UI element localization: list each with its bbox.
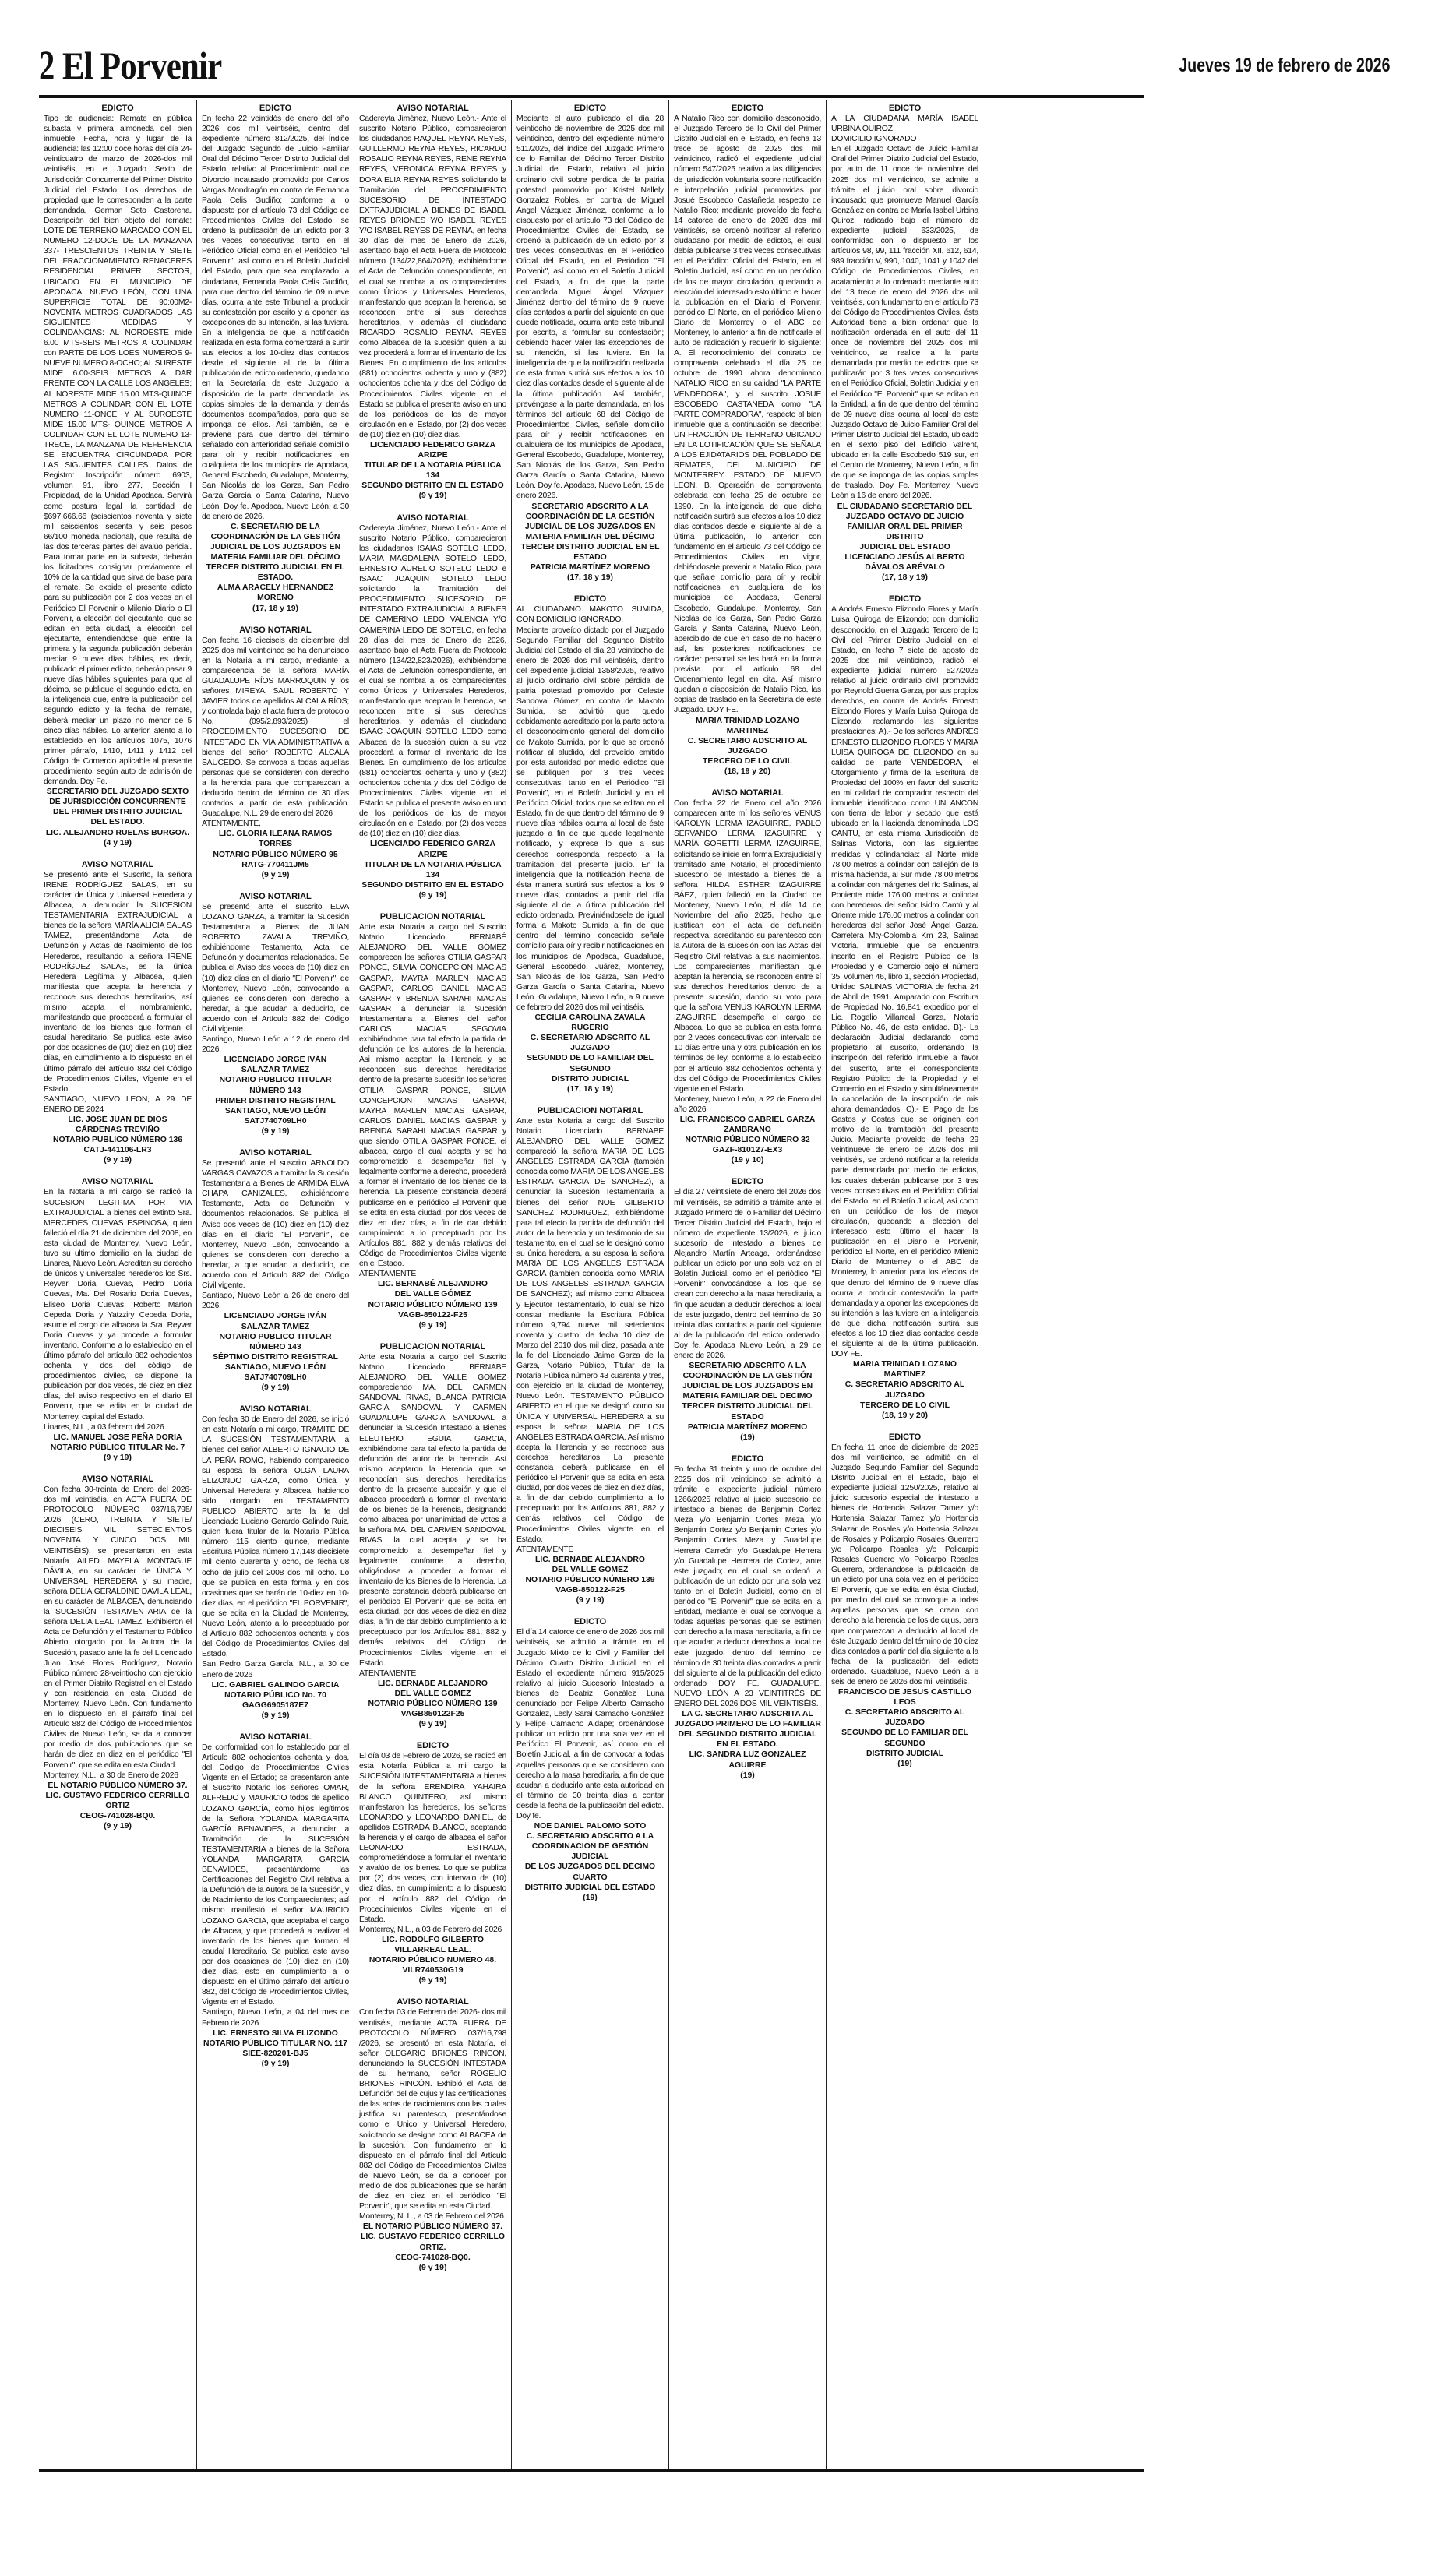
notice-signature-line: JUZGADO PRIMERO DE LO FAMILIAR bbox=[674, 1720, 821, 1729]
notice-body bbox=[359, 1751, 506, 1935]
notice-paragraph: Con fecha 30 de Enero del 2026, se inició en esta Notaría a mi cargo, TRÁMITE DE LA SUCESIÓN TESTAMENTARIA a bienes del señor ALBERTO IGNACIO DE LA PEÑA ROMO, habiendo comparecido su esposa la señora OLGA LAURA ELIZONDO GARZA, como Única y Universal Heredera y Albacea, habiendo sido otorgado en TESTAMENTO PUBLICO ABIERTO ante la fe del Licenciado Luciano Gerardo Galindo Ruiz, quien fuera titular de la Notaría Pública número 115 ciento quince, mediante Escritura Pública número 17,148 diecisiete mil ciento cuarenta y ocho, de fecha 08 ocho de julio del 2008 dos mil ocho. Lo que se publica en esta forma y en dos ocasiones que se harán de 10-diez en 10-diez días, en el periódico "EL PORVENIR", que se edita en la Ciudad de Monterrey, Nuevo León, atento a lo preceptuado por el Artículo 882 ochocientos ochenta y dos del Código de Procedimientos Civiles del Estado. bbox=[202, 1415, 349, 1659]
notice-body bbox=[202, 1743, 349, 2028]
notice-body bbox=[516, 1116, 664, 1555]
notice-signature-line: NOTARIO PUBLICO TITULAR bbox=[219, 1332, 332, 1341]
notice-body bbox=[359, 1352, 506, 1679]
notice-paragraph: Ante esta Notaria a cargo del Suscrito Notario Licenciado BERNABÉ ALEJANDRO DEL VALLE GÓMEZ comparecen los señores OTILIA GASPAR PONCE, SILVIA CONCEPCION MACIAS GASPAR, MAYRA MARLEN MACIAS GASPAR, CARLOS DANIEL MACIAS GASPAR Y BRENDA SARAHI MACIAS GASPAR a denunciar la Sucesión Intestamentaria a Bienes del señor CARLOS MACIAS SEGOVIA exhibiéndome para tal efecto la partida de defunción de los autores de la herencia. Asi mismo aceptan la Herencia y se reconocen sus derechos hereditarios dentro de la presente sucesión los señores OTILIA GASPAR PONCE, SILVIA CONCEPCION MACIAS GASPAR, MAYRA MARLEN MACIAS GASPAR, CARLOS DANIEL MACIAS GASPAR y BRENDA SARAHI MACIAS GASPAR y que siendo OTILIA GASPAR PONCE, el albacea, cargo el cual acepta y se ha comprometido a desempeñar fiel y legalmente conforme a derecho, procederá a formar el inventario de los bienes de la herencia. La presente constancia deberá publicarse en el periódico El Porvenir que se edita en esta ciudad, por dos veces de diez en diez días, a fin de dar debido cumplimiento a lo preceptuado por los Artículos 881, 882 y demás relativos del Código de Procedimientos Civiles vigente en el Estado. bbox=[359, 923, 506, 1269]
notice-signature-line: C. SECRETARIO ADSCRITO A LA bbox=[526, 1832, 654, 1841]
masthead bbox=[39, 42, 1449, 92]
notice-body bbox=[202, 114, 349, 522]
notice-signature-line: TERCERO DE LO CIVIL bbox=[860, 1401, 950, 1410]
notice-paragraph: Cadereyta Jiménez, Nuevo León.- Ante el suscrito Notario Público, comparecieron los ciudadanos RAQUEL REYNA REYES, GUILLERMO REYNA REYES, RICARDO ROSALIO REYNA REYES, RENE REYNA REYES, VERONICA REYNA REYES y DORA ELIA REYNA REYES solicitando la Tramitación del PROCEDIMIENTO SUCESORIO DE INTESTADO EXTRAJUDICIAL A BIENES DE ISABEL REYES BRIONES Y/O ISABEL REYES Y/O ISABEL REYES DE REYNA, en fecha 30 días del mes de Enero de 2026, asentado bajo el Acta Fuera de Protocolo número (134/22,864/2026), exhibiéndome el Acta de Defunción correspondiente, en el cual se nombra a los comparecientes como Únicos y Universales Herederos, manifestando que aceptan la herencia, se reconocen entre si sus derechos hereditarios, y además el ciudadano RICARDO ROSALIO REYNA REYES como Albacea de la sucesión quien a su vez procederá a formar el inventario de los Bienes. En cumplimiento de los artículos (881) ochocientos ochenta y uno y (882) ochocientos ochenta y dos del Código de Procedimientos Civiles vigente en el Estado se publica el presente aviso en uno de los periódicos de los de mayor circulación en el Estado, por (2) dos veces de (10) diez en (10) diez días. bbox=[359, 115, 506, 439]
notice-body bbox=[831, 114, 978, 502]
notices-columns bbox=[39, 100, 1144, 2469]
notice-paragraph: Se presentó ante el Suscrito, la señora IRENE RODRÍGUEZ SALAS, en su carácter de Única y Universal Heredera y Albacea, a denunciar la SUCESION TESTAMENTARIA EXTRAJUDICIAL a bienes de la señora MARÍA ALICIA SALAS TAMEZ, presentándome Acta de Defunción y Actas de Nacimiento de los Herederos, resultando la señora IRENE RODRÍGUEZ SALAS, es la única Heredera Legítima y Albacea, quien manifiesta que acepta la herencia y reconoce sus derechos hereditarios, así mismo acepta el nombramiento, manifestando que procederá a formular el inventario de los bienes que forman el caudal hereditario. Se publica este aviso por dos ocasiones de (10) diez en (10) diez días, en cumplimiento a lo dispuesto en el último párrafo del artículo 882 del Código de Procedimientos Civiles, Vigente en el Estado. bbox=[44, 870, 192, 1094]
publication-dates: (9 y 19) bbox=[418, 1320, 447, 1330]
legal-notice bbox=[831, 1432, 978, 1769]
notice-body bbox=[44, 870, 192, 1115]
top-rule bbox=[39, 95, 1144, 98]
notice-signature-line: MARIA TRINIDAD LOZANO MARTINEZ bbox=[696, 716, 799, 735]
notice-signature-line: FAMILIAR ORAL DEL PRIMER DISTRITO bbox=[847, 522, 963, 541]
notice-signature-line: SATJ740709LH0 bbox=[244, 1373, 307, 1382]
notice-body bbox=[674, 1187, 821, 1361]
notice-paragraph: Santiago, Nuevo León a 26 de enero del 2026. bbox=[202, 1292, 349, 1311]
notice-body bbox=[516, 114, 664, 502]
notice-paragraph: Ante esta Notaria a cargo del Suscrito Notario Licenciado BERNABE ALEJANDRO DEL VALLE GOMEZ compareció la señora MARIA DE LOS ANGELES ESTRADA GARCIA (también conocida como MARIA DE LOS ANGELES ESTRADA GARCIA DE SANCHEZ), a denunciar la Sucesión Testamentaria a bienes del señor NOE GILBERTO SANCHEZ RODRIGUEZ, exhibiéndome para tal efecto la partida de defunción del autor de la herencia y un testimonio de su testamento, en el cual se le designó como su única heredera, a su esposa la señora MARIA DE LOS ANGELES ESTRADA GARCIA (también conocida como MARIA DE LOS ANGELES ESTRADA GARCIA DE SANCHEZ); así mismo como Albacea y Ejecutor Testamentario, lo cual se hizo constar mediante la Escritura Pública número 9,794 nueve mil setecientos noventa y cuatro, de fecha 10 diez de Marzo del 2010 dos mil diez, pasada ante la fe del Licenciado Jaime Garza de la Garza, Notario Público, Titular de la Notaria Pública número 43 cuarenta y tres, con ejercicio en la ciudad de Monterrey, Nuevo León. TESTAMENTO PÚBLICO ABIERTO en el que se designó como su ÚNICA Y UNIVERSAL HEREDERA a su esposa la señora MARIA DE LOS ANGELES ESTRADA GARCIA. Así mismo acepta la Herencia y se reconoce sus derechos hereditarios. La presente constancia deberá publicarse en el periódico El Porvenir que se edita en esta ciudad, por dos veces de diez en diez días, a fin de dar debido cumplimiento a lo preceptuado por los Artículos 881, 882 y demás relativos del Código de Procedimientos Civiles vigente en el Estado. bbox=[516, 1116, 665, 1544]
column-2 bbox=[196, 100, 354, 2469]
notice-paragraph: El día 03 de Febrero de 2026, se radicó en esta Notaría Pública a mi cargo la SUCESIÓN INTESTAMENTARIA a bienes de la señora ERENDIRA YAHAIRA BLANCO QUINTERO, así mismo manifestaron los herederos, los señores LEONARDO y LEONARDO DANIEL, de apellidos ESTRADA BLANCO, aceptando la herencia y el cargo de albacea el señor LEONARDO ESTRADA, comprometiéndose a formular el inventario y avalúo de los bienes. Lo que se publica por (2) dos veces, con intervalo de (10) diez días, en cumplimiento a lo dispuesto por el artículo 882 del Código de Procedimientos Civiles vigente en el Estado. bbox=[359, 1752, 506, 1924]
notice-signature-line: LIC. BERNABE ALEJANDRO bbox=[534, 1555, 646, 1564]
notice-title: AVISO NOTARIAL bbox=[81, 1177, 154, 1187]
notice-title: PUBLICACION NOTARIAL bbox=[379, 1341, 486, 1351]
notice-signature-line: LIC. BERNABÉ ALEJANDRO bbox=[377, 1280, 488, 1289]
notice-signature-line: SEGUNDO DE LO FAMILIAR DEL SEGUNDO bbox=[841, 1728, 968, 1748]
legal-notice bbox=[674, 1176, 821, 1442]
notice-signature-line: NOE DANIEL PALOMO SOTO bbox=[534, 1822, 647, 1831]
notice-signature-line: LICENCIADO JESÚS ALBERTO DÁVALOS ARÉVALO bbox=[844, 553, 965, 573]
notice-paragraph: En la Notaría a mi cargo se radicó la SUCESION LEGITIMA POR VIA EXTRAJUDICIAL a bienes del extinto Sra. MERCEDES CUEVAS ESPINOSA, quien falleció el día 21 de diciembre del 2008, en esta ciudad de Monterrey, Nuevo León, tuvo su ultimo domicilio en la ciudad de Linares, Nuevo León. Acreditan su derecho de únicos y universales herederos los Srs. Reyver Doria Cuevas, Pedro Doria Cuevas, Ma. Del Rosario Doria Cuevas, Eliseo Doria Cuevas, Roberto Marlon Cepeda Doria y Yatzziry Cepeda Doria, asume el cargo de albacea la Sra. Reyver Doria Cuevas y ya procede a formular inventario. Conforme a lo establecido en el último párrafo del artículo 882 ochocientos ochenta y dos del código de procedimientos civiles, se dispone la publicación por dos veces, de diez en diez días, del aviso respectivo en el diario El Porvenir, que se edita en la ciudad de Monterrey, capital del Estado. bbox=[44, 1188, 192, 1422]
publication-dates: (17, 18 y 19) bbox=[567, 1084, 613, 1094]
publication-dates: (9 y 19) bbox=[576, 1596, 605, 1605]
column-3 bbox=[354, 100, 511, 2469]
bottom-rule bbox=[39, 2469, 1144, 2472]
notice-signature-line: LIC. GUSTAVO FEDERICO CERRILLO ORTIZ bbox=[45, 1791, 190, 1810]
publication-dates: (9 y 19) bbox=[418, 1720, 447, 1729]
legal-notice bbox=[202, 1404, 349, 1721]
notice-signature-line: LICENCIADO JORGE IVÁN bbox=[224, 1312, 327, 1321]
notice-signature-line: LIC. FRANCISCO GABRIEL GARZA bbox=[679, 1115, 816, 1124]
legal-notice bbox=[516, 594, 664, 1094]
publication-dates: (17, 18 y 19) bbox=[252, 604, 298, 613]
notice-signature-line: SECRETARIO DEL JUZGADO SEXTO bbox=[46, 788, 189, 797]
notice-body bbox=[202, 902, 349, 1055]
notice-paragraph: Con fecha 30-treinta de Enero del 2026-dos mil veintiséis, en ACTA FUERA DE PROTOCOLO NÚMERO 037/16,795/ 2026 (CERO, TREINTA Y SIETE/ DIECISEIS MIL SETECIENTOS NOVENTA Y CINCO DOS MIL VEINTISÉIS), se presentaron en esta Notaría AILED MAYELA MONTAGUE DÁVILA, en su carácter de ÚNICA Y UNIVERSAL HEREDERA y su madre, señora DELIA GERALDINE DAVILA LEAL, en su carácter de ALBACEA, denunciando la SUCESIÓN TESTAMENTARIA de la señora DELIA LEAL TAMEZ. Exhibieron el Acta de Defunción y el Testamento Público Abierto otorgado por la Autora de la Sucesión, pasado ante la fe del Licenciado Juan José Flores Rodríguez, Notario Público número 28-veintiocho con ejercicio en el Primer Distrito Registral en el Estado y con residencia en esta Ciudad de Monterrey, Nuevo León. Con fundamento en lo dispuesto en el párrafo final del Artículo 882 del Código de Procedimientos Civiles de Nuevo León, se da a conocer por medio de dos publicaciones que se harán de diez en diez en el periódico "El Porvenir", que se edita en esta Ciudad. bbox=[44, 1485, 192, 1770]
notice-signature-line: SALAZAR TAMEZ bbox=[241, 1322, 310, 1331]
notice-paragraph: Linares, N.L., a 03 febrero del 2026. bbox=[44, 1422, 167, 1432]
legal-notice bbox=[359, 911, 506, 1330]
notice-title: EDICTO bbox=[573, 104, 607, 113]
legal-notice bbox=[202, 891, 349, 1136]
publication-dates: (9 y 19) bbox=[418, 492, 447, 501]
notice-signature-line: EL NOTARIO PÚBLICO NÚMERO 37. bbox=[48, 1781, 188, 1790]
legal-notice bbox=[831, 103, 978, 583]
notice-paragraph: En el Juzgado Octavo de Juicio Familiar Oral del Primer Distrito Judicial del Estado, por auto de 11 once de noviembre del 2025 dos mil veinticinco, se admite a trámite el juicio oral sobre divorcio incausado que promueve Manuel García González en contra de María Isabel Urbina Quiroz, radicado bajo el número de expediente judicial 633/2025, de conformidad con lo dispuesto en los artículos 98, 99, 111 fracción XII, 612, 614, 989 fracción V, 990, 1040, 1041 y 1042 del Código de Procedimientos Civiles, en acatamiento a lo ordenado mediante auto del 13 trece de enero del 2026 dos mil veintiséis, con fundamento en el artículo 73 del Código de Procedimientos Civiles, ésta Autoridad tiene a bien ordenar que la notificación ordenada en el auto del 11 once de noviembre del 2025 dos mil veinticinco, se realice a la parte demandada por medio de edictos que se publicarán por 3 tres veces consecutivas en el Periódico Oficial, Boletín Judicial y en el Periódico "El Porvenir" que se editan en la Entidad, a fin de que dentro del término de 09 nueve días ocurra al local de este Juzgado Octavo de Juicio Familiar Oral del Primer Distrito Judicial del Estado, ubicado en el sexto piso del Edificio Valrent, ubicado en la calle Escobedo 519 sur, en el Centro de Monterrey, Nuevo León, a fin de que se imponga de las copias simples de traslado. Doy Fe. Monterrey, Nuevo León a 16 de enero del 2026. bbox=[831, 145, 978, 501]
notice-signature-line: LICENCIADO FEDERICO GARZA ARIZPE bbox=[369, 441, 496, 460]
notice-paragraph: Ante esta Notaria a cargo del Suscrito Notario Licenciado BERNABE ALEJANDRO DEL VALLE GOMEZ compareciendo MA. DEL CARMEN SANDOVAL RIVAS, BLANCA PATRICIA GARCIA SANDOVAL Y CARMEN GUADALUPE GARCIA SANDOVAL a denunciar la Sucesión Intestado a Bienes ELEUTERIO EGUIA GARCIA, exhibiéndome para tal efecto la partida de defunción del autor de la herencia. Así mismo aceptaron la Herencia que se reconocían sus derechos hereditarios dentro de la presente sucesión y que el albacea procederá a formar el inventario de los bienes de la herencia, designando como albacea por unanimidad de votos a la señora MA. DEL CARMEN SANDOVAL RIVAS, la cual acepta y se ha comprometido a desempeñar fiel y legalmente conforme a derecho, obligándose a proceder a formar el inventario de los Bienes de la Herencia. La presente constancia deberá publicarse en el periódico El Porvenir que se edita en esta ciudad, por dos veces de diez en diez días, a fin de dar debido cumplimiento a lo preceptuado por los Artículos 881, 882 y demás relativos del Código de Procedimientos Civiles vigente en el Estado. bbox=[359, 1352, 506, 1668]
notice-paragraph: En fecha 22 veintidós de enero del año 2026 dos mil veintiséis, dentro del expediente número 812/2025, del Índice del Juzgado Segundo de Juicio Familiar Oral del Décimo Tercer Distrito Judicial del Estado, relativo al Procedimiento oral de Divorcio Incausado promovido por Carlos Vargas Mondragón en contra de Fernanda Paola Celis Gudiño; conforme a lo dispuesto por el artículo 73 del Código de Procedimientos Civiles del Estado, se ordenó la publicación de un edicto por 3 tres veces consecutivas tanto en el Periódico Oficial como en el Periódico "El Porvenir", así como en el Boletín Judicial del Estado, para que sea emplazado la ciudadana, Fernanda Paola Celis Gudiño, para que dentro del término de 09 nueve días, ocurra ante este Tribunal a producir su contestación por escrito y a oponer las excepciones de su intención, si las tuviera. En la inteligencia de que la notificación realizada en esta forma comenzará a surtir sus efectos a los 10-diez días contados desde el siguiente al de la última publicación del edicto ordenado, quedando en la Secretaría de este Juzgado a disposición de la parte demandada las copias simples de la demanda y demás documentos acompañados, para que se imponga de ellos. Así también, se le previene para que dentro del término señalado con anterioridad señale domicilio para oír y recibir notificaciones en cualquiera de los municipios de Apodaca, General Escobedo, Guadalupe, Monterrey, San Nicolás de los Garza, San Pedro Garza García o Santa Catarina, Nuevo León. Doy fe. Apodaca, Nuevo León, a 30 de enero de 2026. bbox=[202, 115, 349, 521]
notice-title: AVISO NOTARIAL bbox=[239, 1404, 312, 1415]
notice-paragraph: Cadereyta Jiménez, Nuevo León.- Ante el suscrito Notario Público, comparecieron los ciudadanos ISAIAS SOTELO LEDO, MARIA MAGDALENA SOTELO LEDO, ERNESTO AURELIO SOTELO LEDO e ISAAC JOAQUIN SOTELO LEDO solicitando la Tramitación del PROCEDIMIENTO SUCESORIO DE INTESTADO EXTRAJUDICIAL A BIENES DE CAMERINO LEDO VALENCIA Y/O CAMERINA LEDO DE SOTELO, en fecha 28 días del mes de Enero de 2026, asentado bajo el Acta Fuera de Protocolo número (134/22,823/2026), exhibiéndome el Acta de Defunción correspondiente, en el cual se nombra a los comparecientes como Únicos y Universales Herederos, manifestando que aceptan la herencia, se reconocen entre si sus derechos hereditarios, y además el ciudadano ISAAC JOAQUIN SOTELO LEDO como Albacea de la sucesión quien a su vez procederá a formar el inventario de los Bienes. En cumplimiento de los artículos (881) ochocientos ochenta y uno y (882) ochocientos ochenta y dos del Código de Procedimientos Civiles vigente en el Estado se publica el presente aviso en uno de los periódicos de los de mayor circulación en el Estado, por (2) dos veces de (10) diez en (10) diez días. bbox=[359, 523, 506, 839]
notice-signature-line: SANTIAGO, NUEVO LEÓN bbox=[224, 1106, 326, 1115]
legal-notice bbox=[831, 594, 978, 1421]
notice-signature-line: SEGUNDO DISTRITO EN EL ESTADO bbox=[361, 481, 504, 491]
publication-dates: (4 y 19) bbox=[104, 838, 132, 848]
notice-title: EDICTO bbox=[731, 104, 764, 113]
notice-signature-line: DEL VALLE GÓMEZ bbox=[394, 1290, 471, 1299]
notice-paragraph: El día 27 veintisiete de enero del 2026 dos mil veintiséis, se admitió a trámite ante el Juzgado Primero de lo Familiar del Décimo Tercer Distrito Judicial del Estado, bajo el número de expediente 13/2026, el juicio sucesorio de intestado a bienes de Alejandro Martín Arteaga, ordenándose publicar un edicto por una sola vez en el Boletín Judicial, como en el periódico "El Porvenir" convocándose a los que se crean con derecho a la masa hereditaria, a fin que acudan a deducir derechos al local de este juzgado, dentro del término de 30 treinta días contados a partir del siguiente al de la publicación del edicto ordenado. Doy fe. Apodaca Nuevo León, a 29 de enero de 2026. bbox=[674, 1188, 821, 1360]
notice-signature-line: GAGG6905187E7 bbox=[242, 1700, 308, 1710]
notice-signature-line: SANTIAGO, NUEVO LEÓN bbox=[224, 1362, 326, 1372]
notice-body bbox=[359, 114, 506, 440]
notice-title: EDICTO bbox=[731, 1177, 764, 1187]
notice-title: EDICTO bbox=[573, 594, 607, 604]
legal-notice bbox=[516, 1616, 664, 1903]
notice-title: AVISO NOTARIAL bbox=[239, 625, 312, 635]
notice-signature-line: LIC. GUSTAVO FEDERICO CERRILLO ORTIZ. bbox=[361, 2232, 505, 2252]
notice-signature-line: SIEE-820201-BJ5 bbox=[242, 2049, 308, 2058]
publication-dates: (19) bbox=[583, 1893, 598, 1902]
publication-dates: (19) bbox=[740, 1771, 755, 1780]
notice-signature-line: NOTARIO PÚBLICO NÚMERO 95 bbox=[213, 850, 338, 859]
notice-signature-line: VAGB-850122-F25 bbox=[398, 1310, 467, 1320]
notice-title: AVISO NOTARIAL bbox=[239, 891, 312, 901]
publication-dates: (9 y 19) bbox=[261, 1126, 290, 1136]
notice-signature-line: EN EL ESTADO. bbox=[717, 1740, 778, 1750]
notice-signature-line: C. SECRETARIO ADSCRITO AL JUZGADO bbox=[844, 1708, 965, 1728]
notice-signature-line: DEL ESTADO. bbox=[90, 818, 145, 827]
notice-signature-line: EL CIUDADANO SECRETARIO DEL bbox=[837, 502, 973, 511]
notice-paragraph: A Andrés Ernesto Elizondo Flores y María Luisa Quiroga de Elizondo; con domicilio desconocido, en el Juzgado Tercero de lo Civil del Primer Distrito Judicial en el Estado, en fecha 7 siete de agosto de 2025 dos mil veinticinco, radicó el expediente judicial número 527/2025 relativo al juicio ordinario civil promovido por Reynold Guerra Garza, por sus propios derechos, en contra de Andrés Ernesto Elizondo Flores y María Luisa Quiroga de Elizondo; reclamando las siguientes prestaciones: A).- De los señores ANDRES ERNESTO ELIZONDO FLORES Y MARIA LUISA QUIROGA DE ELIZONDO en su calidad de parte VENDEDORA, el Otorgamiento y firma de la Escritura de Propiedad del 100% en favor del suscrito en mi calidad de comprador respecto del inmueble identificado como UN ANCON con tierra de labor y secado que está ubicado en la Hacienda denominada LOS CANTU, en esta misma Jurisdicción de Salinas Victoria, con las siguientes medidas y colindancias: al Norte mide 78.00 metros a colindar con callejón de la misma hacienda, al Sur mide 78.00 metros a colindar con márgenes del río Salinas, al Poniente mide 176.00 metros a colindar con herederos del señor Isidro Cantú y al Oriente mide 176.00 metros a colindar con herederos del señor José Ángel Garza. Carretera Mty-Colombia Km 23, Salinas Victoria. Inmueble que se encuentra inscrito en el Registro Público de la Propiedad y el Comercio bajo el número 35, volumen 46, libro 1, sección Propiedad, Unidad SALINAS VICTORIA de fecha 24 de Abril de 1991. Amparado con Escritura de Propiedad No. 16,841 expedido por el Lic. Rogelio Villarreal Garza, Notario Público No. 46, de esta entidad. B).- La declaración Judicial declarando como propietario al suscrito, ordenando la inscripción del referido inmueble a favor del suscrito, ante el correspondiente Registro Público de la Propiedad y el Comercio en el Estado y simultáneamente la cancelación de la inscripción de mis ahora demandados. C).- El Pago de los Gastos y Costas que se originen con motivo de la tramitación del presente Juicio. Mediante proveído de fecha 29 veintinueve de enero de 2026 dos mil veintiséis, se ordenó notificar a la referida parte demandada por medio de edictos, los cuales deberán publicarse por 3 tres veces consecutivas en el Periódico Oficial del Estado, en el Boletín Judicial, así como en un periódico de los de mayor circulación, quedando a elección del interesado esto último el hacer la publicación en el Diario el Porvenir, periódico El Norte, en el periódico Milenio Diario de Monterrey o el ABC de Monterrey, lo anterior para los efectos de que dentro del término de 9 nueve días ocurra a producir contestación la parte demandada y a oponer las excepciones de su intención si las tuviere en la inteligencia de que dicha notificación surtirá sus efectos a los 10 diez días contados desde el siguiente al de la última publicación. DOY FE. bbox=[831, 605, 978, 1359]
legal-notice bbox=[359, 1996, 506, 2272]
notice-title: AVISO NOTARIAL bbox=[711, 788, 784, 798]
notice-body bbox=[202, 1158, 349, 1311]
legal-notice bbox=[674, 103, 821, 777]
publication-dates: (9 y 19) bbox=[104, 1156, 132, 1165]
notice-signature-line: JUZGADO OCTAVO DE JUICIO bbox=[845, 512, 964, 521]
notice-body bbox=[44, 1485, 192, 1781]
notice-signature-line: CÁRDENAS TREVIÑO bbox=[76, 1126, 160, 1135]
notice-title: PUBLICACION NOTARIAL bbox=[537, 1105, 643, 1115]
notice-signature-line: VILLARREAL LEAL. bbox=[394, 1946, 471, 1955]
notice-paragraph: Con fecha 22 de Enero del año 2026 comparecen ante mí los señores VENUS KAROLYN LERMA IZAGUIRRE, PABLO SERVANDO LERMA IZAGUIRRE y MARÍA GORETTI LERMA IZAGUIRRE, solicitando se inicie en forma Extrajudicial y tramitado ante Notario, el procedimiento Sucesorio de Intestado a bienes de la señora HILDA ESTHER IZAGUIRRE BÁEZ, quien falleció en la Ciudad de Monterrey, Nuevo León, el día 14 de Noviembre del año 2025, hecho que justifican con el acta de defunción respectiva, acreditando su parentesco con la Autora de la sucesión con las Actas del Registro Civil relativas a sus nacimientos. Los comparecientes manifiestan que aceptan la herencia, se reconocen entre sí sus derechos hereditarios dentro de la presente sucesión, dando su voto para que la señora VENUS KAROLYN LERMA IZAGUIRRE desempeñe el cargo de Albacea. Lo que se publica en esta forma por 2 veces consecutivas con intervalo de 10 días entre una y otra publicación en los términos de ley, conforme a lo establecido por el artículo 882 ochocientos ochenta y dos del Código de Procedimientos Civiles vigente en el Estado. bbox=[674, 799, 821, 1094]
notice-body bbox=[202, 636, 349, 830]
notice-body bbox=[674, 798, 821, 1115]
notice-body bbox=[359, 523, 506, 840]
notice-title: EDICTO bbox=[888, 594, 922, 604]
notice-signature-line: DE JURISDICCIÓN CONCURRENTE bbox=[49, 798, 186, 807]
notice-signature-line: LIC. MANUEL JOSE PEÑA DORIA bbox=[53, 1432, 182, 1442]
notice-paragraph: Con fecha 16 dieciseis de diciembre del 2025 dos mil veinticinco se ha denunciado en la Notaría a mi cargo, mediante la comparecencia de la señora MARÍA GUADALUPE RÍOS MARROQUIN y los señores MIREYA, SAUL ROBERTO Y JAVIER todos de apellidos ALCALA RÍOS; y controlada bajo el acta fuera de protocolo No. (095/2,893/2025) el PROCEDIMIENTO SUCESORIO DE INTESTADO EN VÍA ADMINISTRATIVA a bienes del señor ROBERTO ALCALA SAUCEDO. Se convoca a todas aquellas personas que se consideren con derecho a la herencia para que comparezcan a deducirlo dentro del término de 30 días contados a partir de esta publicación. Guadalupe, N.L. 29 de enero del 2026 bbox=[202, 636, 349, 819]
notice-paragraph: Santiago, Nuevo León, a 04 del mes de Febrero de 2026 bbox=[202, 2008, 349, 2028]
notice-paragraph: Monterrey, N.L., a 30 de Enero de 2026 bbox=[44, 1771, 178, 1780]
publication-dates: (9 y 19) bbox=[104, 1822, 132, 1831]
notice-signature-line: LIC. GLORIA ILEANA RAMOS TORRES bbox=[218, 830, 333, 849]
notice-paragraph: DOMICILIO IGNORADO bbox=[831, 135, 917, 144]
notice-body bbox=[831, 604, 978, 1359]
notice-signature-line: NOTARIO PÚBLICO NÚMERO 139 bbox=[368, 1699, 498, 1708]
notice-signature-line: DISTRITO JUDICIAL DEL ESTADO bbox=[524, 1883, 656, 1892]
notice-body bbox=[44, 114, 192, 787]
notice-signature-line: PATRICIA MARTÍNEZ MORENO bbox=[687, 1422, 808, 1432]
notice-signature-line: LICENCIADO JORGE IVÁN bbox=[224, 1055, 327, 1065]
publication-dates: (17, 18 y 19) bbox=[567, 573, 613, 583]
notice-title: EDICTO bbox=[888, 1432, 922, 1442]
notice-signature-line: TERCERO DE LO CIVIL bbox=[703, 756, 792, 766]
notice-signature-line: LA C. SECRETARIO ADSCRITA AL bbox=[682, 1710, 813, 1719]
notice-body bbox=[674, 114, 821, 716]
publication-dates: (9 y 19) bbox=[261, 870, 290, 879]
notice-signature-line: LIC. BERNABE ALEJANDRO bbox=[377, 1679, 488, 1688]
notice-body bbox=[202, 1415, 349, 1679]
notice-signature-line: SEGUNDO DISTRITO EN EL ESTADO bbox=[361, 880, 504, 890]
notice-signature-line: NOTARIO PUBLICO NÚMERO 136 bbox=[52, 1136, 183, 1145]
notice-signature-line: LIC. ALEJANDRO RUELAS BURGOA. bbox=[45, 828, 190, 837]
notice-paragraph: Santiago, Nuevo León a 12 de enero del 2026. bbox=[202, 1035, 349, 1055]
notice-signature-line: LIC. GABRIEL GALINDO GARCIA bbox=[211, 1680, 340, 1690]
notice-signature-line: DEL SEGUNDO DISTRITO JUDICIAL bbox=[678, 1730, 817, 1739]
legal-notice bbox=[44, 859, 192, 1166]
notice-signature-line: NOTARIO PÚBLICO No. 70 bbox=[224, 1690, 326, 1700]
legal-notice bbox=[202, 103, 349, 614]
notice-signature-line: DE LOS JUZGADOS DEL DÉCIMO CUARTO bbox=[524, 1862, 656, 1882]
notice-body bbox=[516, 604, 664, 1013]
publication-dates: (19 y 10) bbox=[731, 1156, 764, 1165]
notice-signature-line: LIC. SANDRA LUZ GONZÁLEZ AGUIRRE bbox=[689, 1750, 806, 1770]
publication-dates: (9 y 19) bbox=[418, 2263, 447, 2272]
notice-title: AVISO NOTARIAL bbox=[81, 859, 154, 869]
notice-body bbox=[359, 922, 506, 1279]
notice-paragraph: ATENTAMENTE bbox=[359, 1669, 417, 1678]
notice-paragraph: Monterrey, N.L., a 03 de Febrero del 2026 bbox=[359, 1925, 502, 1934]
notice-title: AVISO NOTARIAL bbox=[397, 1997, 469, 2007]
legal-notice bbox=[202, 1147, 349, 1393]
notice-signature-line: SATJ740709LH0 bbox=[244, 1116, 307, 1126]
notice-title: AVISO NOTARIAL bbox=[397, 513, 469, 523]
notice-signature-line: LIC. JOSÉ JUAN DE DIOS bbox=[68, 1115, 167, 1124]
notice-signature-line: SÉPTIMO DISTRITO REGISTRAL bbox=[213, 1352, 338, 1362]
notice-paragraph: Se presentó ante el suscrito ELVA LOZANO GARZA, a tramitar la Sucesión Testamentaria a Bienes de JUAN ROBERTO ZAVALA TREVIÑO, exhibiéndome Testamento, Acta de Defunción y documentos relacionados. Se publica el Aviso dos veces de (10) diez en (10) diez días en el diario "El Porvenir", de Monterrey, Nuevo León, convocando a quienes se consideren con derecho a heredar, a que acudan a deducirlo, de acuerdo con el Artículo 882 del Código Civil vigente. bbox=[202, 902, 349, 1034]
notice-signature-line: VAGB-850122-F25 bbox=[555, 1586, 625, 1595]
notice-signature-line: NOTARIO PÚBLICO NÚMERO 139 bbox=[525, 1576, 655, 1585]
legal-notice bbox=[202, 625, 349, 880]
notice-signature-line: SECRETARIO ADSCRITO A LA COORDINACIÓN DE LA GESTIÓN JUDICIAL DE LOS JUZGADOS EN MATERIA FAMILIAR DEL DECIMO TERCER DISTRITO JUDICIAL DEL ESTADO bbox=[682, 1362, 813, 1422]
notice-paragraph: San Pedro Garza García, N.L., a 30 de Enero de 2026 bbox=[202, 1660, 349, 1679]
notice-signature-line: NOTARIO PÚBLICO TITULAR No. 7 bbox=[50, 1443, 185, 1452]
notice-signature-line: NOTARIO PÚBLICO NUMERO 48. bbox=[368, 1956, 497, 1965]
legal-notice bbox=[674, 1454, 821, 1781]
legal-notice bbox=[202, 1732, 349, 2069]
legal-notice bbox=[44, 1176, 192, 1463]
publication-dates: (9 y 19) bbox=[418, 890, 447, 900]
notice-signature-line: DEL VALLE GOMEZ bbox=[394, 1689, 471, 1698]
column-6 bbox=[826, 100, 983, 2469]
notice-signature-line: C. SECRETARIO DE LA COORDINACIÓN DE LA GESTIÓN JUDICIAL DE LOS JUZGADOS EN MATERIA FAMILIAR DEL DÉCIMO TERCER DISTRITO JUDICIAL EN EL ESTADO. bbox=[206, 522, 345, 583]
notice-signature-line: CECILIA CAROLINA ZAVALA RUGERIO bbox=[534, 1013, 646, 1033]
publication-dates: (9 y 19) bbox=[104, 1453, 132, 1462]
notice-title: AVISO NOTARIAL bbox=[239, 1732, 312, 1742]
notice-paragraph: Monterrey, Nuevo León, a 22 de Enero del año 2026 bbox=[674, 1094, 821, 1114]
notice-signature-line: RATG-770411JM5 bbox=[242, 860, 309, 869]
notice-title: EDICTO bbox=[416, 1741, 450, 1751]
notice-signature-line: LICENCIADO FEDERICO GARZA ARIZPE bbox=[369, 840, 496, 859]
notice-paragraph: A LA CIUDADANA MARÍA ISABEL URBINA QUIROZ bbox=[831, 115, 978, 134]
legal-notice bbox=[44, 1474, 192, 1831]
notice-body bbox=[44, 1187, 192, 1432]
notice-signature-line: ALMA ARACELY HERNÁNDEZ MORENO bbox=[217, 583, 334, 603]
legal-notice bbox=[359, 513, 506, 900]
notice-signature-line: C. SECRETARIO ADSCRITO AL JUZGADO bbox=[530, 1034, 650, 1053]
notice-signature-line: C. SECRETARIO ADSCRITO AL JUZGADO bbox=[687, 736, 808, 756]
issue-date: Jueves 19 de febrero de 2026 bbox=[1178, 55, 1390, 76]
notice-signature-line: NÚMERO 143 bbox=[249, 1086, 301, 1095]
notice-signature-line: FRANCISCO DE JESUS CASTILLO LEOS bbox=[838, 1688, 971, 1707]
notice-signature-line: LIC. RODOLFO GILBERTO bbox=[382, 1935, 484, 1944]
publication-dates: (9 y 19) bbox=[418, 1976, 447, 1986]
legal-notice bbox=[359, 1341, 506, 1729]
notice-paragraph: SANTIAGO, NUEVO LEON, A 29 DE ENERO DE 2024 bbox=[44, 1094, 192, 1114]
notice-signature-line: VAGB850122F25 bbox=[400, 1710, 465, 1719]
notice-title: AVISO NOTARIAL bbox=[239, 1148, 312, 1158]
notice-signature-line: VILR740530G19 bbox=[402, 1966, 464, 1975]
legal-notice bbox=[44, 103, 192, 848]
publication-dates: (19) bbox=[897, 1759, 912, 1768]
notice-paragraph: AL CIUDADANO MAKOTO SUMIDA, CON DOMICILIO IGNORADO. bbox=[516, 605, 664, 625]
notice-title: EDICTO bbox=[101, 104, 134, 113]
notice-signature-line: DISTRITO JUDICIAL bbox=[551, 1074, 629, 1084]
notice-signature-line: CEOG-741028-BQ0. bbox=[79, 1812, 156, 1820]
notice-signature-line: LIC. ERNESTO SILVA ELIZONDO bbox=[213, 2028, 338, 2038]
publication-dates: (19) bbox=[740, 1432, 755, 1442]
notice-body bbox=[516, 1627, 664, 1821]
notice-paragraph: Se presentó ante el suscrito ARNOLDO VARGAS CAVAZOS a tramitar la Sucesión Testamentaria a Bienes de ARMIDA ELVA CHAPA CANIZALES, exhibiéndome Testamento, Acta de Defunción y documentos relacionados. Se publica el Aviso dos veces de (10) diez en (10) diez días en el diario "El Porvenir", de Monterrey, Nuevo León, convocando a quienes se consideren con derecho a heredar, a que acudan a deducirlo, de acuerdo con el Artículo 882 del Código Civil vigente. bbox=[202, 1159, 349, 1291]
notice-signature-line: GAZF-810127-EX3 bbox=[712, 1146, 783, 1155]
notice-paragraph: ATENTAMENTE bbox=[359, 1270, 417, 1279]
notice-signature-line: NOTARIO PÚBLICO NÚMERO 139 bbox=[368, 1300, 498, 1309]
notice-signature-line: TITULAR DE LA NOTARIA PÚBLICA 134 bbox=[364, 860, 502, 879]
notice-signature-line: DEL VALLE GOMEZ bbox=[552, 1565, 629, 1574]
notice-title: PUBLICACION NOTARIAL bbox=[379, 912, 486, 922]
notice-signature-line: CATJ-441106-LR3 bbox=[83, 1146, 152, 1155]
notice-signature-line: ZAMBRANO bbox=[724, 1126, 771, 1135]
notice-body bbox=[674, 1464, 821, 1709]
notice-signature-line: COORDINACION DE GESTIÓN JUDICIAL bbox=[531, 1842, 649, 1862]
legal-notice bbox=[516, 1105, 664, 1606]
legal-notice bbox=[516, 103, 664, 583]
legal-notice bbox=[674, 788, 821, 1165]
legal-notice bbox=[359, 1740, 506, 1986]
notice-paragraph: ATENTAMENTE bbox=[516, 1545, 574, 1554]
notice-title: AVISO NOTARIAL bbox=[397, 104, 469, 113]
notice-title: EDICTO bbox=[888, 104, 922, 113]
publication-dates: (9 y 19) bbox=[261, 2059, 290, 2068]
notice-paragraph: Mediante el auto publicado el día 28 veintiocho de noviembre de 2025 dos mil veinticinco, dentro del expediente número 511/2025, del índice del Juzgado Primero de lo Familiar del Décimo Tercer Distrito Judicial del Estado, relativo al juicio ordinario civil sobre perdida de la patria potestad promovido por Kristel Nallely Gonzalez Robles, en contra de Miguel Ángel Vázquez Jiménez, conforme a lo dispuesto por el artículo 73 del Código de Procedimientos Civiles del Estado, se ordenó la publicación de un edicto por 3 tres veces consecutivas en el Periódico Oficial del Estado, en el Periódico "El Porvenir", así como en el Boletín Judicial del Estado, a fin de que la parte demandada Miguel Ángel Vázquez Jiménez dentro del término de 9 nueve días contados a partir del siguiente en que quede notificada, ocurra ante este tribunal por escrito, a formular su contestación; debiendo hacer valer las excepciones de su intención, si las tuviere. En la inteligencia de que la notificación realizada de esta forma surtirá sus efectos a los 10 diez días contados desde el siguiente al de la última publicación. Así también, prevéngase a la parte demandada, en los términos del artículo 68 del Código de Procedimientos Civiles, señale domicilio para oír y recibir notificaciones en cualquiera de los municipios de Apodaca, General Escobedo, Guadalupe, Monterrey, San Nicolás de los Garza, San Pedro Garza García o Santa Catarina, Nuevo León. Doy fe. Apodaca, Nuevo León, 15 de enero 2026. bbox=[516, 115, 664, 501]
notice-paragraph: Monterrey, N. L., a 03 de Febrero del 2026. bbox=[359, 2212, 506, 2222]
column-4 bbox=[511, 100, 668, 2469]
notice-signature-line: DEL PRIMER DISTRITO JUDICIAL bbox=[53, 808, 182, 817]
notice-signature-line: NÚMERO 143 bbox=[249, 1342, 301, 1351]
legal-notice bbox=[359, 103, 506, 502]
notice-paragraph: En fecha 11 once de diciembre de 2025 dos mil veinticinco, se admitió en el Juzgado Segundo Familiar del Segundo Distrito Judicial en el Estado, bajo el expediente judicial 1250/2025, relativo al juicio sucesorio especial de intestado a bienes de Hortencia Salazar Tamez y/o Hortensia Salazar Tamez y/o Hortencia Salazar de Rosales y/o Hortensia Salazar de Rosales y Policarpio Rosales Guerrero y/o Policarpo Rosales y/o Policarpio Rosales Guerrero y/o Policarpo Rosales Guerrero, ordenándose la publicación de un edicto por una sola vez en el periódico El Porvenir, que se edita en ésta Ciudad, por medio del cual se convoque a todas aquellas personas que se crean con derecho a la herencia de los de cujus, para que comparezcan a deducirlo al local de éste Juzgado dentro del término de 10 diez días contados a partir del día siguiente a la fecha de la publicación del edicto ordenado. Guadalupe, Nuevo León a 6 seis de enero de 2026 dos mil veintiséis. bbox=[831, 1443, 978, 1686]
notice-paragraph: Con fecha 03 de Febrero del 2026- dos mil veintiséis, mediante ACTA FUERA DE PROTOCOLO NÚMERO 037/16,798 /2026, se presentó en esta Notaría, el señor OLEGARIO BRIONES RINCÓN, denunciando la SUCESIÓN INTESTADA de su hermano, señor ROGELIO BRIONES RINCÓN. Exhibió el Acta de Defunción del de cujus y las certificaciones de las actas de nacimientos con las cuales justifica su parentesco, presentándose como el Único y Universal Heredero, solicitando se designe como ALBACEA de la sucesión. Con fundamento en lo dispuesto en el párrafo final del Artículo 882 del Código de Procedimientos Civiles de Nuevo León, se da a conocer por medio de dos publicaciones que se harán de diez en diez en el periódico "El Porvenir", que se edita en esta Ciudad. bbox=[359, 2008, 506, 2211]
notice-paragraph: En fecha 31 treinta y uno de octubre del 2025 dos mil veinticinco se admitió a trámite el expediente judicial número 1266/2025 relativo al juicio sucesorio de intestado a bienes de Benjamin Cortez Meza y/o Benjamin Cortes Meza y/o Benjamin Cortez y/o Benjamin Cortes y/o Banjamin Cortes Meza y Guadalupe Herrera Carreón y/o Guadalupe Herrera y/o Guadalupe Herrrera de Cortez, ante este juzgado; en el cual se ordenó la publicación de un edicto por una sola vez tanto en el Boletín Judicial, como en el periódico "El Porvenir" que se edita en la Entidad, mediante el cual se convoque a todas aquellas personas que se estimen con derecho a la masa hereditaria, a fin de que acudan a deducir derechos al local de este juzgado, dentro del término de término de 30 treinta días contados a partir del siguiente al de la publicación del edicto ordenado DOY FE. GUADALUPE, NUEVO LEÓN A 23 VEINTITRÉS DE ENERO DEL 2026 DOS MIL VEINTISÉIS. bbox=[674, 1464, 821, 1708]
notice-paragraph: A Natalio Rico con domicilio desconocido, el Juzgado Tercero de lo Civil del Primer Distrito Judicial en el Estado, en fecha 13 trece de agosto de 2025 dos mil veinticinco, radicó el expediente judicial número 547/2025 relativo a las diligencias de jurisdicción voluntaria sobre notificación e interpelación judicial promovidas por Josué Escobedo Castañeda respecto de Natalio Rico; mediante proveído de fecha 14 catorce de enero de 2026 dos mil veintiséis, se ordenó notificar al referido ciudadano por medio de edictos, el cual debía publicarse 3 tres veces consecutivas en el Periódico Oficial del Estado, en el Boletín Judicial, así como en un periódico de los de mayor circulación, quedando a elección del interesado esto último el hacer la publicación en el Diario el Porvenir, periódico El Norte, en el periódico Milenio Diario de Monterrey o el ABC de Monterrey, lo anterior a fin de notificarle el auto de radicación y requerir lo siguiente: A. El reconocimiento del contrato de compraventa celebrado el día 25 de octubre de 1990 ahora denominado NATALIO RICO en su calidad "LA PARTE VENDEDORA", y el suscrito JOSUE ESCOBEDO CASTAÑEDA como "LA PARTE COMPRADORA", respecto al bien inmueble que a continuación se describe: UN FRACCIÓN DE TERRENO UBICADO EN LA LOTIFICACIÓN QUE SE SEÑALA A LOS EJIDATARIOS DEL POBLADO DE REMATES, DEL MUNICIPIO DE MONTERREY, ESTADO DE NUEVO LEÓN. B. Operación de compraventa celebrada con fecha 25 de octubre de 1990. En la inteligencia de que dicha notificación surtirá sus efectos a los 10 diez días contados desde el siguiente al de la última publicación, lo anterior con fundamento en el artículo 73 del Código de Procedimientos Civiles en vigor, debiéndosele prevenir a Natalio Rico, para que señale domicilio para oír y recibir notificaciones en cualquiera de los municipios de Apodaca, General Escobedo, Guadalupe, Monterrey, San Nicolás de los Garza, San Pedro Garza García y Santa Catarina, Nuevo León, apercibido de que en caso de no hacerlo así, las posteriores notificaciones de carácter personal se les hará en la forma prevista por el artículo 68 del Ordenamiento legal en cita. Así mismo quedan a disposición de Natalio Rico, las copias de traslado en la Secretaria de este Juzgado. DOY FE. bbox=[674, 115, 821, 715]
notice-signature-line: PRIMER DISTRITO REGISTRAL bbox=[215, 1096, 336, 1105]
publication-dates: (18, 19 y 20) bbox=[882, 1411, 928, 1420]
notice-body bbox=[831, 1443, 978, 1687]
column-1 bbox=[39, 100, 196, 2469]
publication-dates: (9 y 19) bbox=[261, 1383, 290, 1393]
newspaper-name: El Porvenir bbox=[62, 44, 222, 87]
notice-title: AVISO NOTARIAL bbox=[81, 1475, 154, 1484]
notice-title: EDICTO bbox=[259, 104, 292, 113]
notice-signature-line: DISTRITO JUDICIAL bbox=[866, 1749, 944, 1758]
notice-signature-line: NOTARIO PÚBLICO TITULAR NO. 117 bbox=[203, 2039, 348, 2048]
publication-dates: (18, 19 y 20) bbox=[724, 767, 770, 776]
notice-paragraph: Mediante proveído dictado por el Juzgado Segundo Familiar del Segundo Distrito Judicial del Estado el día 28 veintiocho de enero de 2026 dos mil veintiséis, dentro del expediente judicial 1358/2025, relativo al juicio ordinario civil sobre pérdida de patria potestad promovido por Celeste Sandoval Gómez, en contra de Makoto Sumida, se advirtió que quedo debidamente acreditado por la parte actora el desconocimiento general del domicilio de Makoto Sumida, por lo que se ordenó notificar al aludido, del proveído emitido por esta autoridad por medio edictos que se publiquen por 3 tres veces consecutivas, tanto en el Periódico "El Porvenir", en el Boletín Judicial y en el Periódico Oficial, todos que se editan en el Estado, fin de que dentro del término de 9 nueve días hábiles ocurra al local de éste juzgado a fin de que quede legalmente notificado, y exprese lo que a sus derechos corresponda respecto a la tramitación del presente juicio. En la inteligencia que la notificación hecha de ésta manera surtirá sus efectos a los 9 nueve días, contados a partir del día siguiente al de la última publicación del edicto ordenado. Previniéndosele de igual forma a Makoto Sumida a fin de que dentro del término concedido señale domicilio para oír y recibir notificaciones en los municipios de Apodaca, Guadalupe, General Escobedo, Juárez, Monterrey, San Nicolás de los Garza, San Pedro Garza García o Santa Catarina, Nuevo León. Guadalupe, Nuevo León, a 9 nueve de febrero del 2026 dos mil veintiséis. bbox=[516, 625, 664, 1012]
notice-signature-line: EL NOTARIO PÚBLICO NÚMERO 37. bbox=[362, 2222, 503, 2232]
publication-dates: (17, 18 y 19) bbox=[882, 573, 928, 583]
column-5 bbox=[668, 100, 826, 2469]
notice-paragraph: De conformidad con lo establecido por el Artículo 882 ochocientos ochenta y dos, del Código de Procedimientos Civiles Vigente en el Estado; se presentaron ante el Suscrito Notario los señores OMAR, ALFREDO y MAURICIO todos de apellido LOZANO GARCÍA, como hijos legítimos de la Señora YOLANDA MARGARITA GARCÍA BENAVIDES, a denunciar la Tramitación de la SUCESIÓN TESTAMENTARIA a bienes de la Señora YOLANDA MARGARITA GARCÍA BENAVIDES, presentándome las Certificaciones del Registro Civil relativa a la Defunción de la Autora de la Sucesión, y de Nacimiento de los Comparecientes; así mismo manifestó el señor MAURICIO LOZANO GARCIA, que aceptaba el cargo de Albacea, y que procederá a realizar el inventario de los bienes que forman el caudal Hereditario. Se publica este aviso por dos ocasiones de (10) diez en (10) diez días, esto en cumplimiento a lo dispuesto en el último párrafo del artículo 882, del Código de Procedimientos Civiles, Vigente en el Estado. bbox=[202, 1743, 349, 2007]
notice-signature-line: NOTARIO PÚBLICO NÚMERO 32 bbox=[685, 1136, 810, 1145]
notice-signature-line: SALAZAR TAMEZ bbox=[241, 1066, 310, 1075]
page-number: 2 bbox=[39, 42, 55, 89]
notice-paragraph: Tipo de audiencia: Remate en pública subasta y primera almoneda del bien inmueble. Fecha, hora y lugar de la audiencia: las 12:00 doce horas del día 24-veinticuatro de marzo de 2026-dos mil veintiséis, en el Juzgado Sexto de Jurisdicción Concurrente del Primer Distrito Judicial del Estado. Los derechos de propiedad que le corresponden a la parte demandada, German Soto Castorena. Descripción del bien objeto del remate: LOTE DE TERRENO MARCADO CON EL NUMERO 12-DOCE DE LA MANZANA 337- TRESCIENTOS TREINTA Y SIETE DEL FRACCIONAMIENTO RENACERES RESIDENCIAL PRIMER SECTOR, UBICADO EN EL MUNICIPIO DE APODACA, NUEVO LEÓN, CON UNA SUPERFICIE TOTAL DE 90:00M2-NOVENTA METROS CUADRADOS LAS SIGUIENTES MEDIDAS Y COLINDANCIAS: AL NOROESTE mide 6.00 MTS-SEIS METROS A COLINDAR con PARTE DE LOS LOES NUMEROS 9-NUEVE NUMERO 8-OCHO; AL SURESTE MIDE 6.00-SEIS METROS A DAR FRENTE CON LA CALLE LOS ANGELES; AL NORESTE MIDE 15.00 MTS-QUINCE METROS A COLINDAR CON EL LOTE NUMERO 11-ONCE; Y AL SUROESTE MIDE 15.00 MTS- QUINCE METROS A COLINDAR CON EL LOTE NUMERO 13-TRECE, LA MANZANA DE REFERENCIA SE ENCUENTRA CIRCUNDADA POR LAS SIGUIENTES CALLES. Datos de Registro: Inscripción número 6903, volumen 91, libro 277, Sección I Propiedad, de la Unidad Apodaca. Servirá como postura legal la cantidad de $697,666.66 (seiscientos noventa y siete mil seiscientos sesenta y seis pesos 66/100 moneda nacional), que resulta de las dos terceras partes del avalúo pericial. Para tomar parte en la subasta, deberán los licitadores consignar previamente el 10% de la cantidad que sirva de base para el remate. Se expide el presente edicto para su publicación por 2 dos veces en el Periódico El Porvenir o Milenio Diario o El Porvenir, a elección del ejecutante, que se editan en esta ciudad, a elección del ejecutante, entendiéndose que entre la primera y la segunda publicación deberán mediar 9 nueve días hábiles, es decir, publicado el primer edicto, deberán pasar 9 nueve días hábiles siguientes para que al décimo, se publique el segundo edicto, en la inteligencia que, entre la publicación del segundo edicto y la fecha de remate, deberá mediar un plazo no menor de 5 cinco días hábiles. Lo anterior, atento a lo establecido en los artículos 1075, 1076 primer párrafo, 1410, 1411 y 1412 del Código de Comercio aplicable al presente procedimiento, según auto de admisión de demanda. Doy Fe. bbox=[44, 115, 192, 787]
notice-signature-line: JUDICIAL DEL ESTADO bbox=[859, 542, 950, 551]
notice-signature-line: SECRETARIO ADSCRITO A LA COORDINACIÓN DE LA GESTIÓN JUDICIAL DE LOS JUZGADOS EN MATERIA FAMILIAR DEL DÉCIMO TERCER DISTRITO JUDICIAL EN EL ESTADO bbox=[520, 502, 660, 562]
notice-title: EDICTO bbox=[573, 1617, 607, 1627]
notice-signature-line: PATRICIA MARTÍNEZ MORENO bbox=[530, 563, 650, 573]
notice-signature-line: CEOG-741028-BQ0. bbox=[395, 2253, 471, 2262]
notice-signature-line: SEGUNDO DE LO FAMILIAR DEL SEGUNDO bbox=[527, 1054, 654, 1073]
notice-signature-line: C. SECRETARIO ADSCRITO AL JUZGADO bbox=[844, 1380, 965, 1400]
publication-dates: (9 y 19) bbox=[261, 1711, 290, 1720]
notice-signature-line: MARIA TRINIDAD LOZANO MARTINEZ bbox=[853, 1360, 957, 1380]
notice-paragraph: El día 14 catorce de enero de 2026 dos mil veintiséis, se admitió a trámite en el Juzgado Mixto de lo Civil y Familiar del Décimo Cuarto Distrito Judicial en el Estado el expediente número 915/2025 relativo al juicio Sucesorio Intestado a bienes de Beatriz González Luna denunciado por Felipe Alberto Camacho González, Lesly Sarai Camacho González y Felipe Camacho Aldape; ordenándose publicar un edicto por una sola vez en el Periódico El Porvenir, así como en el Boletín Judicial, a fin de convocar a todas aquellas personas que se consideren con derecho a la masa hereditaria, a fin de que acudan a deducirlo ante esta autoridad en el término de 30 treinta días a contar desde la fecha de la publicación del edicto. Doy fe. bbox=[516, 1628, 664, 1820]
notice-paragraph: ATENTAMENTE, bbox=[202, 819, 261, 829]
notice-body bbox=[359, 2007, 506, 2222]
notice-title: EDICTO bbox=[731, 1454, 764, 1464]
notice-signature-line: NOTARIO PUBLICO TITULAR bbox=[219, 1076, 332, 1085]
notice-signature-line: TITULAR DE LA NOTARIA PÚBLICA 134 bbox=[364, 461, 502, 481]
